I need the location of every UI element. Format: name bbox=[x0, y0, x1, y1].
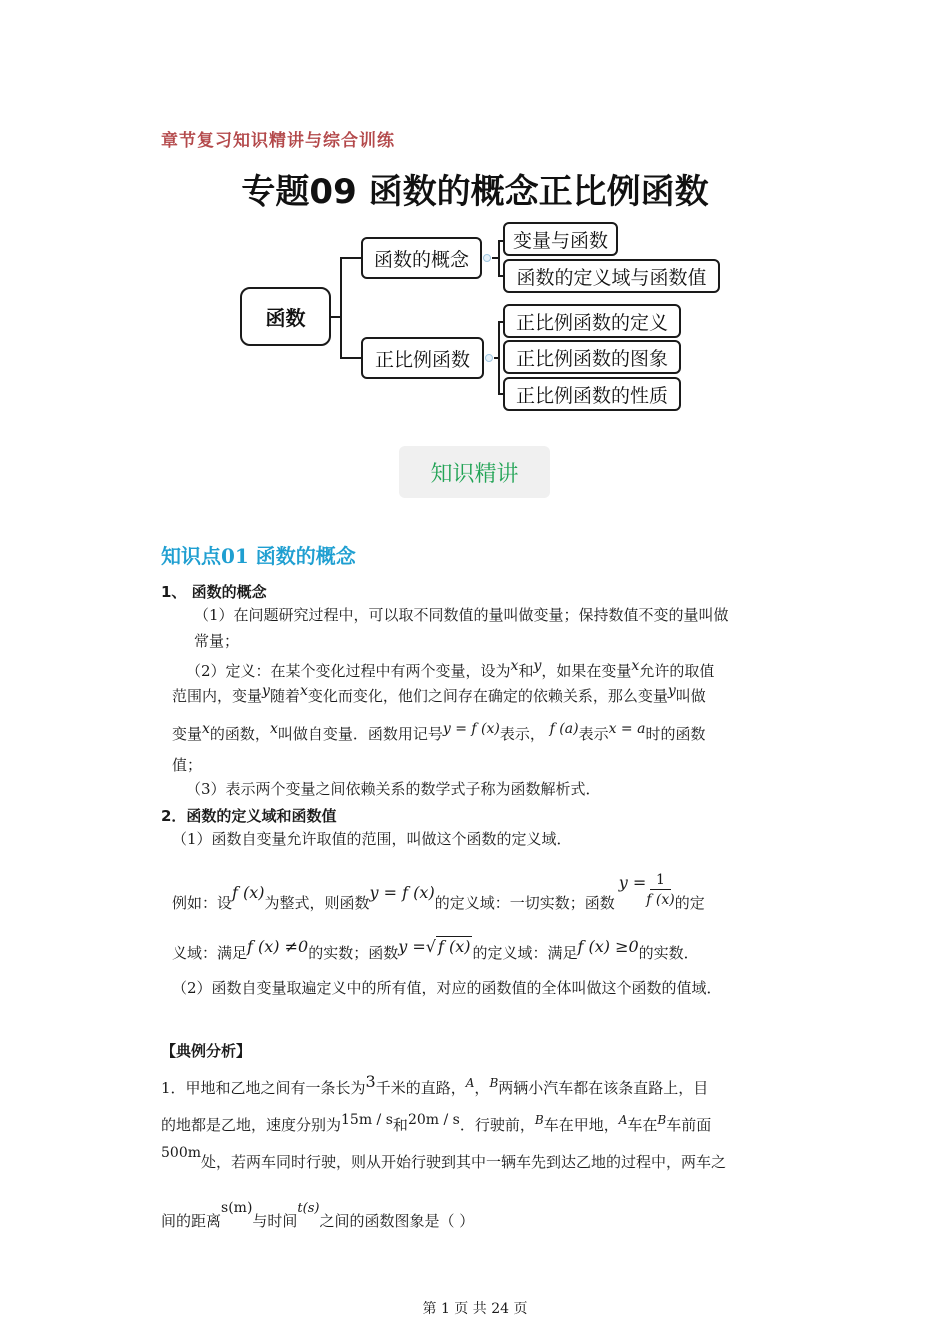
paragraph: （3）表示两个变量之间依赖关系的数学式子称为函数解析式． bbox=[186, 780, 601, 798]
paragraph-line: 变量$^x$的函数，$^x$叫做自变量．函数用记号$^{y = f (x)}$表示， $^{f (a)}$表示$^{x = a}$时的函数 bbox=[172, 721, 706, 743]
mindmap-connector bbox=[340, 357, 362, 359]
mindmap-leaf-variable-function: 变量与函数 bbox=[503, 222, 618, 256]
paragraph: （1）函数自变量允许取值的范围，叫做这个函数的定义域． bbox=[172, 830, 572, 848]
mindmap-collapse-dot bbox=[483, 254, 491, 262]
mindmap-leaf-properties: 正比例函数的性质 bbox=[503, 377, 681, 411]
paragraph-line: （2）定义：在某个变化过程中有两个变量，设为$^x$和$^y$，如果在变量$^x$允许的取值 bbox=[186, 658, 715, 680]
question-line: 1．甲地和乙地之间有一条长为$^3$千米的直路，$^A$，$^B$两辆小汽车都在该条直路上，目 bbox=[161, 1072, 709, 1097]
mindmap-branch-function-concept: 函数的概念 bbox=[361, 237, 482, 279]
paragraph: 常量； bbox=[194, 632, 240, 650]
series-title: 章节复习知识精讲与综合训练 bbox=[161, 131, 395, 151]
mindmap-connector bbox=[340, 257, 342, 359]
page-footer: 第 1 页 共 24 页 bbox=[422, 1301, 528, 1317]
paragraph: （2）函数自变量取遍定义中的所有值，对应的函数值的全体叫做这个函数的值域． bbox=[172, 979, 722, 997]
paragraph-line: 例如：设 f (x) 为整式，则函数 y = f (x) 的定义域：一切实数；函数 y = $\frac{1}{f (x)}$ 的定 bbox=[172, 872, 705, 912]
paragraph-line: 值； bbox=[172, 756, 203, 774]
question-line: 的地都是乙地，速度分别为$^{15m / s}$和$^{20m / s}$．行驶前，$^B$车在甲地，$^A$车在$^B$车前面 bbox=[161, 1112, 712, 1134]
example-heading: 【典例分析】 bbox=[161, 1042, 252, 1060]
mindmap-connector bbox=[498, 240, 500, 277]
sqrt-expression: f (x) bbox=[437, 937, 471, 956]
mindmap-root: 函数 bbox=[240, 287, 331, 346]
mindmap-leaf-graph: 正比例函数的图象 bbox=[503, 340, 681, 374]
section-badge: 知识精讲 bbox=[399, 446, 550, 498]
mindmap-leaf-definition: 正比例函数的定义 bbox=[503, 304, 681, 338]
page-title: 专题09 函数的概念正比例函数 bbox=[241, 172, 709, 212]
paragraph-line: 范围内，变量$^y$随着$^x$变化而变化，他们之间存在确定的依赖关系，那么变量$^y$叫做 bbox=[172, 683, 706, 705]
question-line: $^{500m}$处，若两车同时行驶，则从开始行驶到其中一辆车先到达乙地的过程中，两车之 bbox=[161, 1145, 727, 1171]
knowledge-point-title: 知识点01 函数的概念 bbox=[161, 544, 356, 568]
subheading: 1、 函数的概念 bbox=[161, 583, 267, 601]
mindmap-connector bbox=[340, 257, 362, 259]
mindmap-leaf-domain-value: 函数的定义域与函数值 bbox=[503, 259, 720, 293]
mindmap-connector bbox=[498, 321, 500, 395]
question-line: 间的距离$^{s(m)}$与时间$^{t(s)}$之间的函数图象是（ ） bbox=[161, 1200, 475, 1230]
mindmap-branch-direct-proportion: 正比例函数 bbox=[361, 337, 484, 379]
subheading: 2．函数的定义域和函数值 bbox=[161, 807, 337, 825]
fraction: $\frac{1}{f (x)}$ bbox=[646, 872, 675, 908]
paragraph-line: 义域：满足f (x) ≠0的实数；函数y =√ f (x) 的定义域：满足f (x) ≥0的实数． bbox=[172, 937, 699, 962]
paragraph: （1）在问题研究过程中，可以取不同数值的量叫做变量；保持数值不变的量叫做 bbox=[194, 606, 729, 624]
mindmap-collapse-dot bbox=[485, 354, 493, 362]
